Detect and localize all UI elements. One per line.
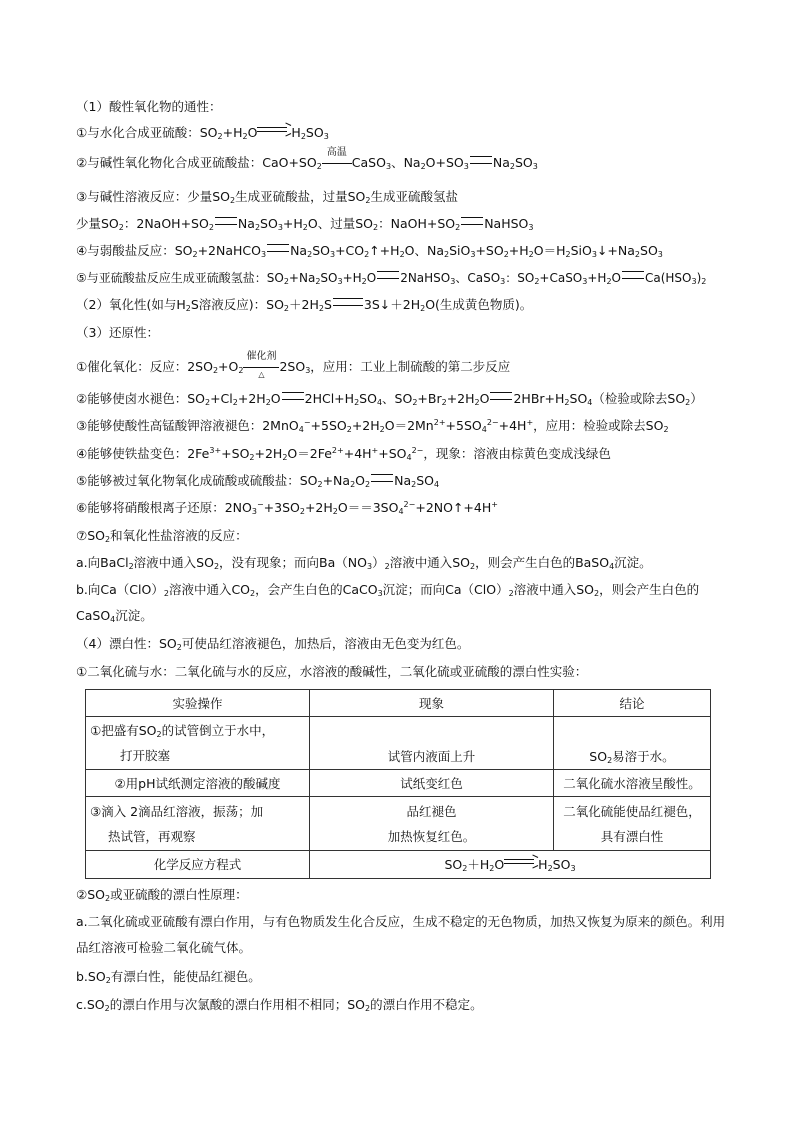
line-3-basic-solution: ③与碱性溶液反应：少量$SO_2$生成亚硫酸盐，过量$SO_2$生成亚硫酸氢盐	[76, 189, 458, 205]
header-operation: 实验操作	[86, 690, 310, 717]
equals-sign	[490, 392, 512, 400]
row2-conclusion: 二氧化硫水溶液呈酸性。	[554, 770, 711, 797]
section-4-bleaching: （4）漂白性：$SO_2$可使品红溶液褪色，加热后，溶液由无色变为红色。	[76, 636, 470, 652]
line-ra-barium: a.向BaCl$_2$溶液中通入$SO_2$，没有现象；而向$Ba(NO_3)_2$溶液中通入$SO_2$，则会产生白色的BaSO$_4$沉淀。	[76, 555, 652, 571]
line-rb-calcium: b.向$Ca(ClO)_2$溶液中通入$CO_2$，会产生白色的CaCO$_3$沉淀；而向$Ca(ClO)_2$溶液中通入$SO_2$，则会产生白色的CaSO$_4$沉淀。	[76, 582, 700, 624]
line-r6-nitrate: ⑥能够将硝酸根离子还原：$2NO_3^-+3SO_2+2H_2O==3SO_4^{2-}+2NO↑+4H^+$	[76, 500, 498, 516]
row2-phenomenon: 试纸变红色	[310, 770, 554, 797]
header-conclusion: 结论	[554, 690, 711, 717]
equals-sign	[470, 156, 492, 164]
section-1-title: （1）酸性氧化物的通性：	[76, 99, 222, 114]
line-r1-catalytic: ①催化氧化：反应：$2SO_2+O_2$ 催化剂 △ $2SO_3$，应用：工业上制硫酸的第二步反应	[76, 351, 511, 379]
equals-sign	[267, 244, 289, 252]
condition-catalyst: 催化剂 △	[243, 358, 279, 376]
table-header-row	[86, 690, 711, 717]
equals-sign	[215, 217, 237, 225]
equals-sign	[461, 217, 483, 225]
reversible-arrow	[504, 857, 538, 867]
reversible-arrow	[257, 125, 291, 135]
row3-conclusion: 二氧化硫能使品红褪色， 具有漂白性	[554, 797, 711, 851]
row4-label: 化学反应方程式	[86, 851, 310, 879]
section-3-title: （3）还原性：	[76, 325, 159, 340]
row4-equation: $SO_2+H_2O$ $H_2SO_3$	[310, 851, 711, 879]
line-b2-principle: $②SO_2$或亚硫酸的漂白性原理：	[76, 887, 248, 903]
table-row	[86, 851, 711, 879]
equals-sign	[371, 474, 393, 482]
line-5-weak-acid-salt: ④与弱酸盐反应：$SO_2+2NaHCO_3$ $Na_2SO_3+CO_2↑+H_2O$、$Na_2SiO_3+SO_2+H_2O=H_2SiO_3↓+Na_2SO_3$	[76, 243, 663, 259]
equals-sign	[377, 271, 399, 279]
equals-sign	[333, 298, 363, 306]
row1-operation: ①把盛有$SO_2$的试管倒立于水中， 打开胶塞	[86, 717, 310, 770]
section-2-oxidizing: （2）氧化性(如与$H_2S$溶液反应)：$SO_2+2H_2S$ $3S↓+2H_2O$(生成黄色物质)。	[76, 297, 533, 313]
row3-phenomenon: 品红褪色 加热恢复红色。	[310, 797, 554, 851]
table-row	[86, 770, 711, 797]
line-r7-oxidizing-salt: $⑦SO_2$和氧化性盐溶液的反应：	[76, 528, 248, 544]
line-r5-peroxide: ⑤能够被过氧化物氧化成硫酸或硫酸盐：$SO_2+Na_2O_2$ $Na_2SO_4$	[76, 473, 440, 489]
line-1-with-water: ①与水化合成亚硫酸：$SO_2+H_2O$ $H_2SO_3$	[76, 124, 736, 142]
line-r3-permanganate: ③能够使酸性高锰酸钾溶液褪色：$2MnO_4^-+5SO_2+2H_2O=2Mn^{2+}+5SO_4^{2-}+4H^+$，应用：检验或除去$SO_2$	[76, 418, 669, 434]
table-row	[86, 797, 711, 851]
experiment-table	[85, 689, 711, 879]
line-4-small-large-so2: 少量$SO_2$：$2NaOH+SO_2$ $Na_2SO_3+H_2O$、过量$SO_2$：$NaOH+SO_2$ NaHSO$_3$	[76, 216, 534, 232]
row2-operation: ②用pH试纸测定溶液的酸碱度	[86, 770, 310, 797]
table-row	[86, 717, 711, 770]
line-r2-halogen: ②能够使卤水褪色：$SO_2+Cl_2+2H_2O$ $2HCl+H_2SO_4$、$SO_2+Br_2+2H_2O$ $2HBr+H_2SO_4$（检验或除去$SO_2$）	[76, 391, 703, 407]
row3-operation: ③滴入 2滴品红溶液，振荡；加 热试管，再观察	[86, 797, 310, 851]
row1-conclusion: $SO_2$易溶于水。	[554, 717, 711, 770]
equals-sign	[282, 392, 304, 400]
line-r4-iron: ④能够使铁盐变色：$2Fe^{3+}+SO_2+2H_2O=2Fe^{2+}+4H^++SO_4^{2-}$，现象：溶液由棕黄色变成浅绿色	[76, 446, 611, 462]
equals-sign	[622, 271, 644, 279]
line-2-basic-oxide: ②与碱性氧化物化合成亚硫酸盐：$CaO+SO_2$ 高温 CaSO$_3$、$Na_2O+SO_3$ $Na_2SO_3$	[76, 147, 538, 171]
line-ba-principle: a.二氧化硫或亚硫酸有漂白作用，与有色物质发生化合反应，生成不稳定的无色物质，加热又恢复为原来的颜色。利用品红溶液可检验二氧化硫气体。	[76, 914, 726, 955]
line-b1-experiment-intro: ①二氧化硫与水：二氧化硫与水的反应，水溶液的酸碱性，二氧化硫或亚硫酸的漂白性实验：	[76, 664, 588, 679]
row1-phenomenon: 试管内液面上升	[310, 717, 554, 770]
line-bb: $b.SO_2$有漂白性，能使品红褪色。	[76, 969, 261, 985]
line-6-sulfite: ⑤与亚硫酸盐反应生成亚硫酸氢盐：$SO_2+Na_2SO_3+H_2O$ 2NaHSO$_3$、CaSO$_3$：$SO_2+CaSO_3+H_2O$ $Ca(HSO_3)_2$	[76, 271, 707, 286]
header-phenomenon: 现象	[310, 690, 554, 717]
condition-high-temp: 高温	[322, 154, 352, 172]
line-bc: $c.SO_2$的漂白作用与次氯酸的漂白作用相不相同；$SO_2$的漂白作用不稳定。	[76, 997, 483, 1013]
